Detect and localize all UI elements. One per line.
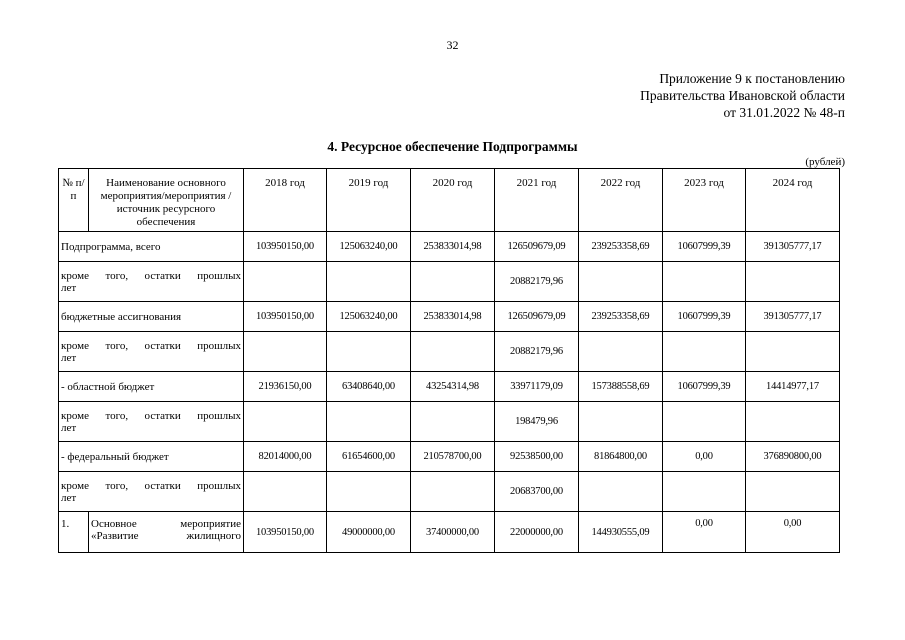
row-label: Подпрограмма, всего xyxy=(59,232,244,262)
cell-empty xyxy=(411,402,495,442)
header-year: 2023 год xyxy=(663,169,746,232)
cell-empty xyxy=(579,402,663,442)
cell-value: 198479,96 xyxy=(495,402,579,442)
cell-value: 20882179,96 xyxy=(495,262,579,302)
header-name: Наименование основного мероприятия/мероприятия /источник ресурсного обеспечения xyxy=(89,169,244,232)
cell-value: 0,00 xyxy=(663,512,746,553)
cell-value: 10607999,39 xyxy=(663,372,746,402)
cell-value: 103950150,00 xyxy=(244,302,327,332)
cell-value: 10607999,39 xyxy=(663,232,746,262)
row-label xyxy=(59,262,244,302)
extra-label-line-1: кроме того, остатки прошлых xyxy=(61,269,241,282)
page-number: 32 xyxy=(446,38,459,52)
cell-value: 125063240,00 xyxy=(327,232,411,262)
table-row xyxy=(59,372,840,402)
cell-empty xyxy=(579,472,663,512)
cell-empty xyxy=(663,332,746,372)
cell-value: 144930555,09 xyxy=(579,512,663,553)
row-label: бюджетные ассигнования xyxy=(59,302,244,332)
header-year: 2024 год xyxy=(746,169,840,232)
row-label-line-2: «Развитие жилищного xyxy=(91,530,241,542)
cell-empty xyxy=(327,262,411,302)
cell-empty xyxy=(411,332,495,372)
extra-label-line-1: кроме того, остатки прошлых xyxy=(61,339,241,352)
appendix-line-2: Правительства Ивановской области xyxy=(640,88,845,103)
cell-empty xyxy=(411,472,495,512)
cell-empty xyxy=(244,472,327,512)
row-label xyxy=(89,512,244,553)
cell-value: 37400000,00 xyxy=(411,512,495,553)
header-year: 2020 год xyxy=(411,169,495,232)
cell-value: 43254314,98 xyxy=(411,372,495,402)
cell-value: 125063240,00 xyxy=(327,302,411,332)
table-row xyxy=(59,442,840,472)
cell-empty xyxy=(244,332,327,372)
section-title: 4. Ресурсное обеспечение Подпрограммы xyxy=(327,139,578,154)
table-row xyxy=(59,512,840,553)
cell-empty xyxy=(663,472,746,512)
cell-value: 81864800,00 xyxy=(579,442,663,472)
table-row-extra xyxy=(59,262,840,302)
table-row-extra xyxy=(59,332,840,372)
cell-empty xyxy=(327,472,411,512)
cell-empty xyxy=(411,262,495,302)
extra-label-line-2: лет xyxy=(61,281,77,294)
cell-empty xyxy=(746,262,840,302)
row-label: - областной бюджет xyxy=(59,372,244,402)
extra-label-line-1: кроме того, остатки прошлых xyxy=(61,479,241,492)
cell-value: 103950150,00 xyxy=(244,232,327,262)
cell-value: 22000000,00 xyxy=(495,512,579,553)
cell-value: 21936150,00 xyxy=(244,372,327,402)
cell-value: 82014000,00 xyxy=(244,442,327,472)
units-label: (рублей) xyxy=(805,156,845,168)
cell-empty xyxy=(663,402,746,442)
row-label xyxy=(59,402,244,442)
cell-empty xyxy=(579,332,663,372)
header-year: 2022 год xyxy=(579,169,663,232)
cell-value: 253833014,98 xyxy=(411,302,495,332)
row-label xyxy=(59,332,244,372)
cell-value: 103950150,00 xyxy=(244,512,327,553)
appendix-line-1: Приложение 9 к постановлению xyxy=(659,71,845,86)
cell-value: 10607999,39 xyxy=(663,302,746,332)
cell-value: 391305777,17 xyxy=(746,302,840,332)
row-label xyxy=(59,472,244,512)
cell-value: 391305777,17 xyxy=(746,232,840,262)
cell-empty xyxy=(579,262,663,302)
cell-value: 126509679,09 xyxy=(495,232,579,262)
cell-value: 49000000,00 xyxy=(327,512,411,553)
cell-empty xyxy=(746,332,840,372)
header-num: № п/п xyxy=(59,169,89,232)
cell-empty xyxy=(327,332,411,372)
extra-label-line-2: лет xyxy=(61,351,77,364)
appendix-block xyxy=(640,70,845,121)
cell-value: 376890800,00 xyxy=(746,442,840,472)
cell-empty xyxy=(327,402,411,442)
row-label: - федеральный бюджет xyxy=(59,442,244,472)
table-row xyxy=(59,232,840,262)
header-year: 2021 год xyxy=(495,169,579,232)
cell-empty xyxy=(244,402,327,442)
cell-value: 0,00 xyxy=(663,442,746,472)
cell-value: 14414977,17 xyxy=(746,372,840,402)
table-header-row xyxy=(59,169,840,232)
cell-value: 20882179,96 xyxy=(495,332,579,372)
cell-value: 63408640,00 xyxy=(327,372,411,402)
cell-value: 126509679,09 xyxy=(495,302,579,332)
cell-value: 239253358,69 xyxy=(579,232,663,262)
cell-empty xyxy=(746,472,840,512)
cell-empty xyxy=(746,402,840,442)
table-row-extra xyxy=(59,472,840,512)
extra-label-line-2: лет xyxy=(61,491,77,504)
cell-empty xyxy=(244,262,327,302)
extra-label-line-1: кроме того, остатки прошлых xyxy=(61,409,241,422)
appendix-line-3: от 31.01.2022 № 48-п xyxy=(723,105,845,120)
cell-value: 92538500,00 xyxy=(495,442,579,472)
header-year: 2018 год xyxy=(244,169,327,232)
resource-table xyxy=(58,168,840,553)
cell-value: 61654600,00 xyxy=(327,442,411,472)
cell-value: 253833014,98 xyxy=(411,232,495,262)
table-row-extra xyxy=(59,402,840,442)
cell-value: 0,00 xyxy=(746,512,840,553)
cell-value: 33971179,09 xyxy=(495,372,579,402)
extra-label-line-2: лет xyxy=(61,421,77,434)
cell-value: 210578700,00 xyxy=(411,442,495,472)
header-year: 2019 год xyxy=(327,169,411,232)
cell-value: 239253358,69 xyxy=(579,302,663,332)
cell-value: 20683700,00 xyxy=(495,472,579,512)
table-row xyxy=(59,302,840,332)
row-number: 1. xyxy=(59,512,89,553)
cell-value: 157388558,69 xyxy=(579,372,663,402)
row-label-line-1: Основное мероприятие xyxy=(91,518,241,530)
cell-empty xyxy=(663,262,746,302)
